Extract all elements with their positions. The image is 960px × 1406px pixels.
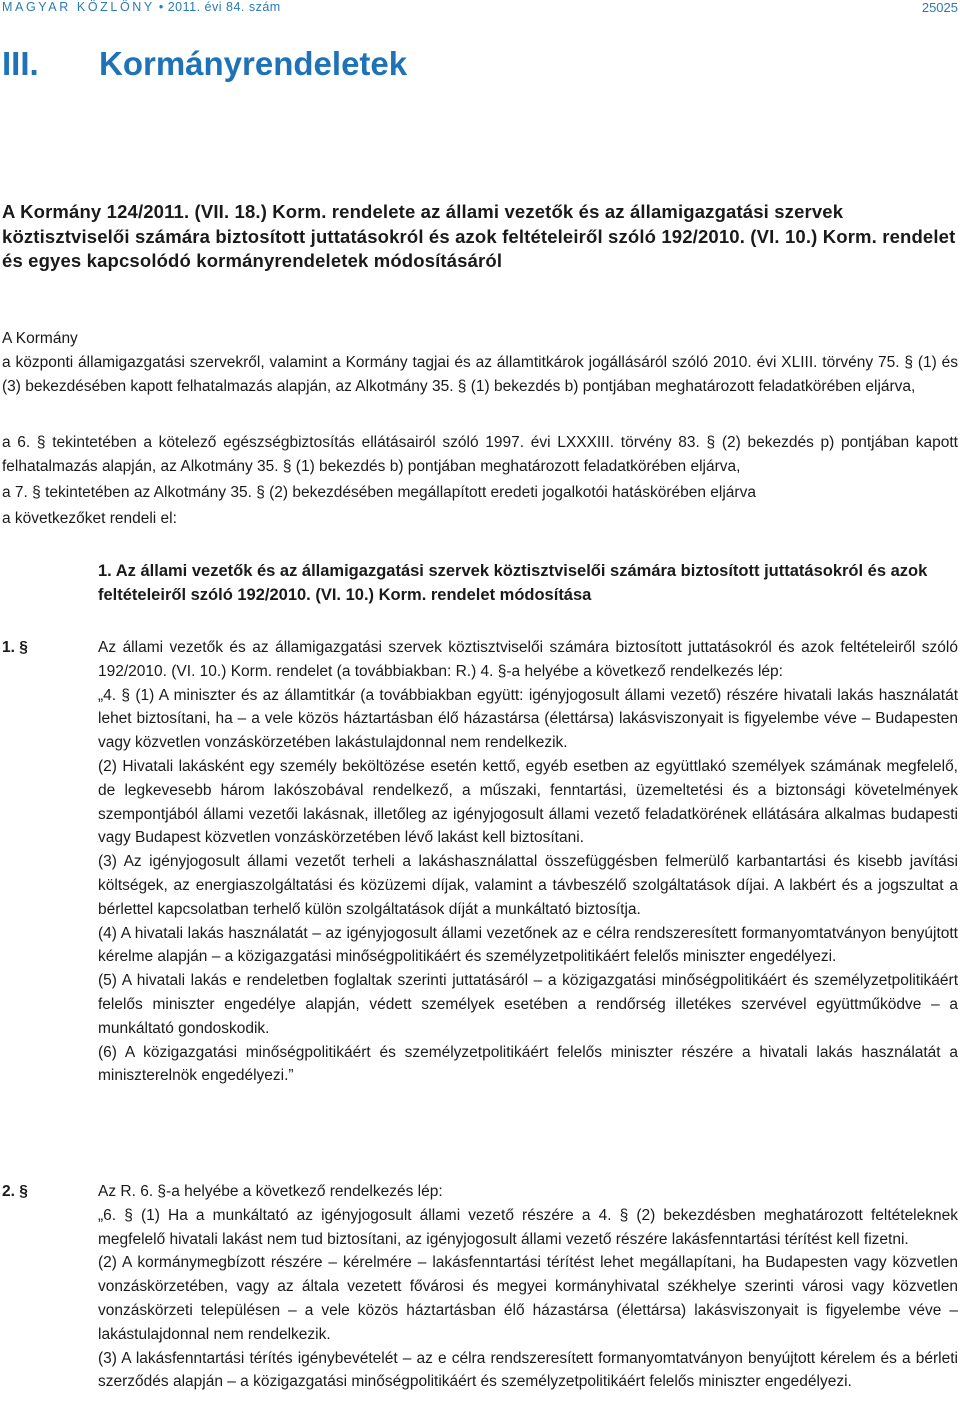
preamble-paragraph-1: a központi államigazgatási szervekről, valamint a Kormány tagjai és az államtitkárok jogállásáról szóló 2010. évi XLIII. törvény 75. § (1) és (3) bekezdésében kapott felhatalmazás alapján, az Alkotmány 35. § (1) bekezdés b) pontjában meghatározott feladatkörében eljárva, [2, 354, 958, 395]
section-1-paragraph-2: (2) Hivatali lakásként egy személy beköltözése esetén kettő, egyéb esetben az együttlakó személyek számának megfelelő, de legkevesebb három lakószobával rendelkező, a műszaki, fenntartási, üzemeltetési és a biztonsági követelmények szempontjából állami vezetői lakásnak, illetőleg az igényjogosult állami vezető feladatkörének ellátására alkalmas budapesti vagy Budapest közvetlen vonzáskörzetében lévő lakást kell biztosítani. [98, 757, 958, 847]
journal-header [2, 0, 281, 14]
section-label-2: 2. § [2, 1183, 28, 1200]
preamble-actor: A Kormány [2, 330, 78, 347]
section-2-paragraph-1: „6. § (1) Ha a munkáltató az igényjogosult állami vezető részére a 4. § (2) bekezdésben meghatározott feltételeknek megfelelő hivatali lakást nem tud biztosítani, az igényjogosult állami vezető részére lakásfenntartási térítést kell fizetni. [98, 1206, 958, 1248]
section-1-paragraph-3: (3) Az igényjogosult állami vezetőt terheli a lakáshasználattal összefüggésben felmerülő karbantartási és kisebb javítási költségek, az energiaszolgáltatási és közüzemi díjak, valamint a távbeszélő szolgáltatások díjai. A lakbért és a jogszultat a bérlettel kapcsolatban terhelő külön szolgáltatások díját a munkáltató biztosítja. [98, 853, 958, 918]
section-body-1 [98, 636, 958, 1088]
preamble-paragraph-3: a 7. § tekintetében az Alkotmány 35. § (2) bekezdésében megállapított eredeti jogalkotói hatáskörében eljárva [2, 484, 756, 501]
decree-title: A Kormány 124/2011. (VII. 18.) Korm. rendelete az állami vezetők és az államigazgatási szervek köztisztviselői számára biztosított juttatásokról és azok feltételeiről szóló 192/2010. (VI. 10.) Korm. rendelet és egyes kapcsolódó kormányrendeletek módosításáról [2, 201, 956, 272]
section-body-2 [98, 1180, 958, 1394]
issue-number: 2011. évi 84. szám [167, 0, 281, 14]
section-1-paragraph-6: (6) A közigazgatási minőségpolitikáért és személyzetpolitikáért felelős miniszter részére a hivatali lakás használatát a miniszterelnök engedélyezi.” [98, 1043, 958, 1085]
section-1-paragraph-intro: Az állami vezetők és az államigazgatási szervek köztisztviselői számára biztosított juttatásokról és azok feltételeiről szóló 192/2010. (VI. 10.) Korm. rendelet (a továbbiakban: R.) 4. §-a helyébe a következő rendelkezés lép: [98, 639, 958, 680]
section-title: Kormányrendeletek [99, 45, 408, 82]
section-number: III. [2, 45, 39, 82]
section-label-1: 1. § [2, 639, 28, 656]
section-2-paragraph-intro: Az R. 6. §-a helyébe a következő rendelkezés lép: [98, 1183, 443, 1200]
journal-name: MAGYAR KÖZLÖNY [2, 0, 155, 14]
preamble-paragraph-4: a következőket rendeli el: [2, 510, 177, 527]
section-2-paragraph-3: (3) A lakásfenntartási térítés igénybevételét – az e célra rendszeresített formanyomtatványon benyújtott kérelem és a bérleti szerződés alapján – a közigazgatási minőségpolitikáért és személyzetpolitikáért felelős miniszter engedélyezi. [98, 1349, 958, 1391]
page-number: 25025 [921, 0, 958, 15]
section-2-paragraph-2: (2) A kormánymegbízott részére – kérelmére – lakásfenntartási térítést lehet megállapítani, ha Budapesten vagy közvetlen vonzáskörzetében, vagy az általa vezetett fővárosi és megyei kormányhivatal székhelye szerinti városi vagy közvetlen vonzáskörzeti településen – a vele közös háztartásban élő házastársa (élettársa) lakásviszonyait is figyelembe véve – lakástulajdonnal nem rendelkezik. [98, 1254, 958, 1343]
page-header [2, 0, 958, 18]
section-1-paragraph-5: (5) A hivatali lakás e rendeletben foglaltak szerinti juttatásáról – a közigazgatási minőségpolitikáért és személyzetpolitikáért felelős miniszter engedélye alapján, védett személyek esetében a rendőrség illetékes szervével együttműködve – a munkáltató gondoskodik. [98, 972, 958, 1037]
section-1-paragraph-4: (4) A hivatali lakás használatát – az igényjogosult állami vezetőnek az e célra rendszeresített formanyomtatványon benyújtott kérelme alapján – a közigazgatási minőségpolitikáért és személyzetpolitikáért felelős miniszter engedélyezi. [98, 924, 958, 966]
chapter-title: 1. Az állami vezetők és az államigazgatási szervek köztisztviselői számára biztosított juttatásokról és azok feltételeiről szóló 192/2010. (VI. 10.) Korm. rendelet módosítása [98, 562, 928, 604]
header-separator: • [158, 0, 164, 14]
section-1-paragraph-1: „4. § (1) A miniszter és az államtitkár (a továbbiakban együtt: igényjogosult állami vezető) részére hivatali lakás használatát lehet biztosítani, ha – a vele közös háztartásban élő házastársa (élettársa) lakásviszonyait is figyelembe véve – Budapesten vagy közvetlen vonzáskörzetében lakástulajdonnal nem rendelkezik. [98, 686, 958, 752]
preamble-paragraph-2: a 6. § tekintetében a kötelező egészségbiztosítás ellátásairól szóló 1997. évi LXXXIII. törvény 83. § (2) bekezdés p) pontjában kapott felhatalmazás alapján, az Alkotmány 35. § (1) bekezdés b) pontjában meghatározott feladatkörében eljárva, [2, 434, 958, 475]
